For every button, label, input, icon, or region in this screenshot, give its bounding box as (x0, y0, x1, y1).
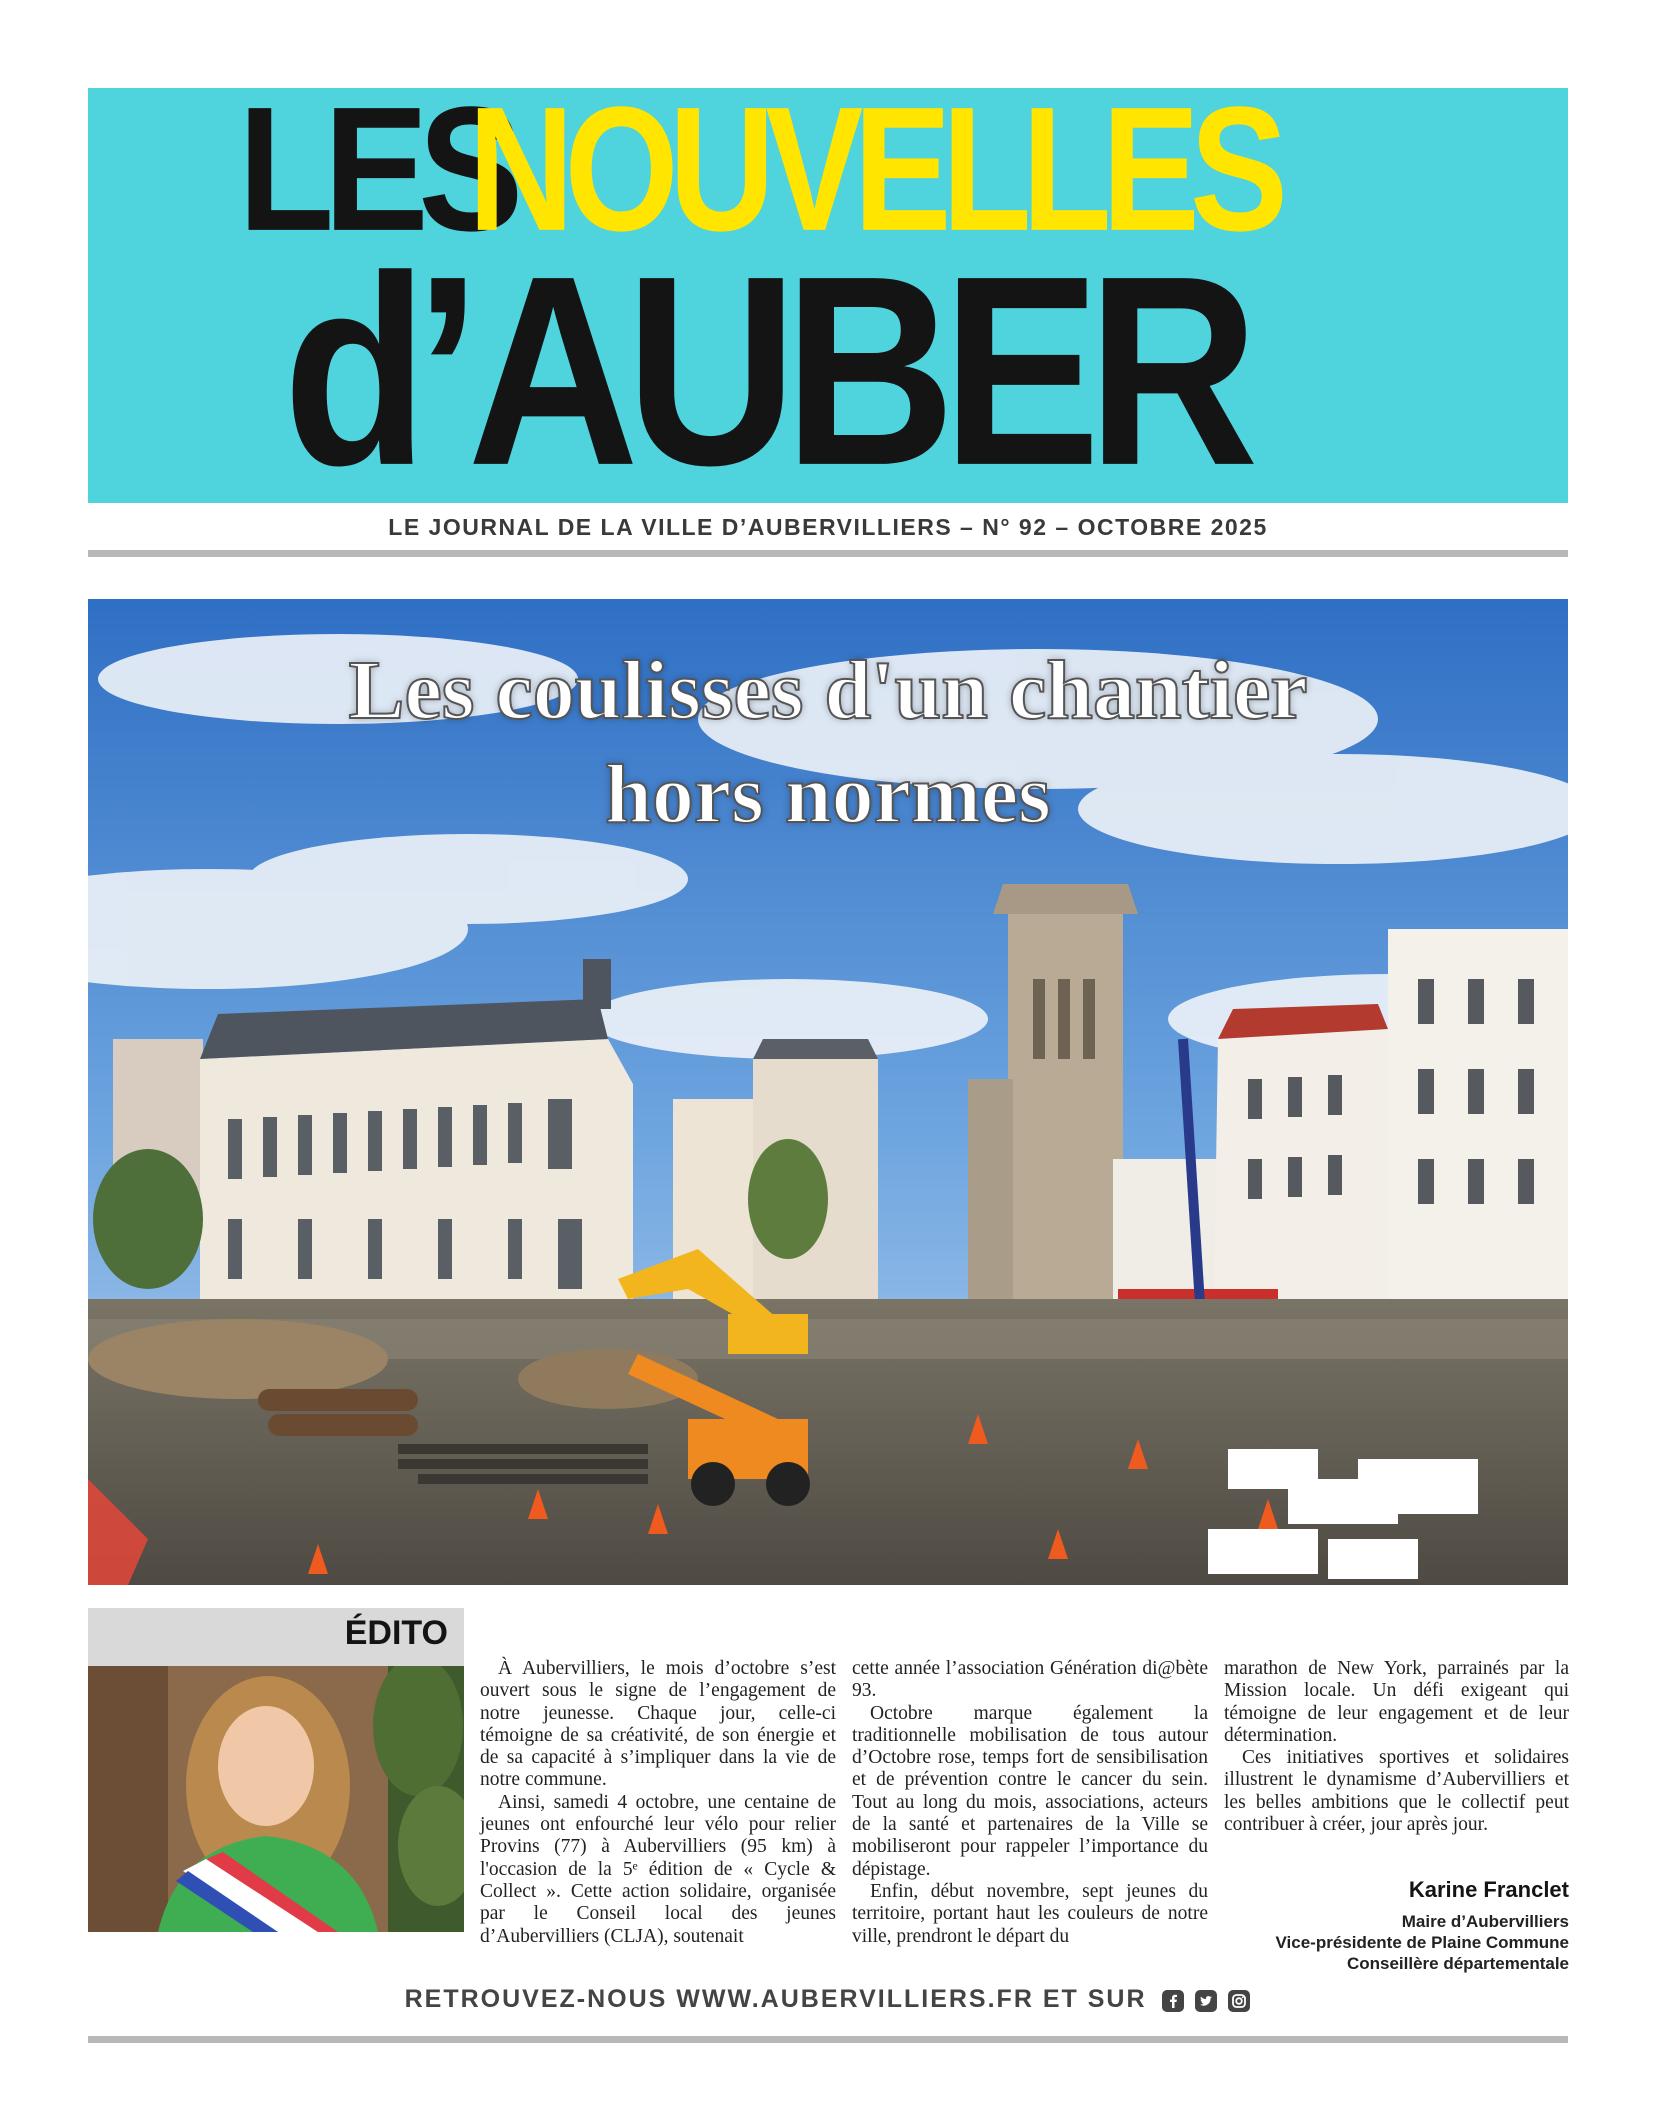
signature-role: Conseillère départementale (1346, 1954, 1569, 1973)
issue-subtitle: LE JOURNAL DE LA VILLE D’AUBERVILLIERS – N° 92 – OCTOBRE 2025 (388, 514, 1268, 540)
footer (88, 1985, 1568, 2015)
edito-paragraph: Octobre marque également la traditionnelle mobilisation de tous autour d’Octobre rose, temps fort de sensibilisation et de prévention contre le cancer du sein. Tout au long du mois, associations, acteurs de la santé et partenaires de la Ville se mobiliseront pour rappeler l’importance du dépistage. (852, 1702, 1208, 1880)
footer-text: RETROUVEZ-NOUS WWW.AUBERVILLIERS.FR ET SUR (404, 1985, 1147, 2013)
edito-signature (1276, 1877, 1570, 1974)
edito-label: ÉDITO (344, 1614, 448, 1652)
masthead-dauber: d’AUBER (283, 219, 1246, 503)
edito-column-2 (852, 1658, 1208, 1948)
bottom-divider (88, 2036, 1568, 2043)
signature-name: Karine Franclet (1408, 1877, 1569, 1902)
portrait-illustration (88, 1666, 464, 1932)
edito-paragraph: Ces initiatives sportives et solidaires illustrent le dynamisme d’Aubervilliers et les belles ambitions que le collectif peut contribuer à créer, jour après jour. (1224, 1747, 1569, 1836)
facebook-icon[interactable] (1161, 1989, 1185, 2013)
signature-role: Maire d’Aubervilliers (1401, 1912, 1569, 1931)
edito-paragraph: Ainsi, samedi 4 octobre, une centaine de jeunes ont enfourché leur vélo pour relier Provins (77) à Aubervilliers (95 km) à l'occasion de la 5ᵉ édition de « Cycle & Collect ». Cette action solidaire, organisée par le Conseil local des jeunes d’Aubervilliers (CLJA), soutenait (480, 1791, 836, 1947)
hero-headline-line2: hors normes (605, 748, 1051, 841)
masthead-les: LES (238, 88, 513, 268)
edito-paragraph: À Aubervilliers, le mois d’octobre s’est ouvert sous le signe de l’engagement de notre jeunesse. Chaque jour, celle-ci témoigne de sa créativité, de son énergie et de sa capacité à s’impliquer dans la vie de notre commune. (480, 1658, 836, 1791)
instagram-icon[interactable] (1227, 1989, 1251, 2013)
social-icons (1161, 1986, 1251, 2015)
edito-paragraph: cette année l’association Génération di@bète 93. (852, 1658, 1208, 1702)
edito-paragraph: marathon de New York, parrainés par la Mission locale. Un défi exigeant qui témoigne de leur engagement et de leur détermination. (1224, 1658, 1569, 1746)
edito-header (88, 1608, 464, 1666)
hero-headline-line1: Les coulisses d'un chantier (348, 644, 1308, 737)
edito-column-1 (480, 1658, 836, 1948)
twitter-icon[interactable] (1194, 1989, 1218, 2013)
masthead (88, 88, 1568, 503)
signature-role: Vice-présidente de Plaine Commune (1275, 1933, 1569, 1952)
masthead-nouvelles: NOUVELLES (468, 88, 1279, 268)
mayor-portrait (88, 1666, 464, 1932)
edito-paragraph: Enfin, début novembre, sept jeunes du territoire, portant haut les couleurs de notre ville, prendront le départ du (852, 1880, 1208, 1947)
hero-photo (88, 599, 1568, 1585)
top-divider (88, 550, 1568, 557)
hero-headline (88, 639, 1568, 847)
edito-column-3 (1224, 1658, 1569, 1836)
